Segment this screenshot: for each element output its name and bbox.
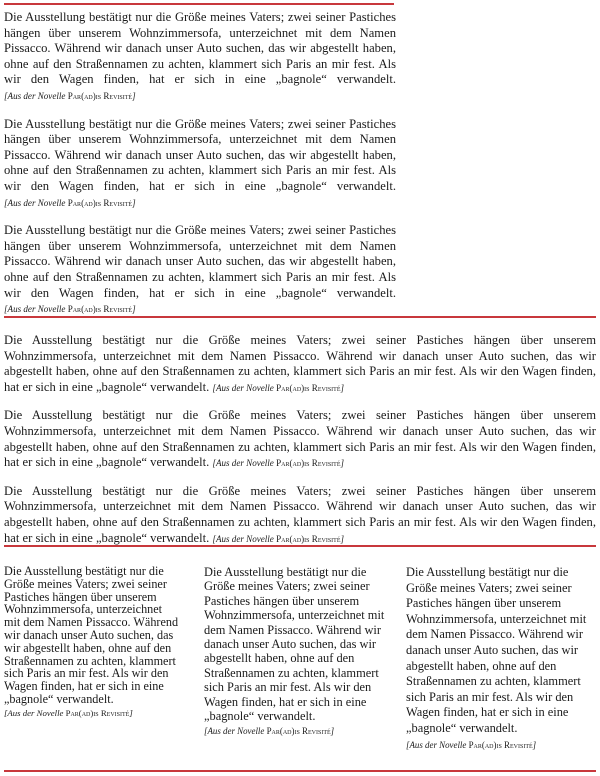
source-note: [Aus der Novelle Par(ad)is Revisité]	[4, 304, 136, 315]
paragraph-text: Die Ausstellung bestätigt nur die Größe meines Vaters; zwei seiner Pastiches hängen über unserem Wohnzimmersofa, unterzeichnet mit dem Namen Pissacco. Während wir danach unser Auto suchen, das wir abgestellt haben, ohne auf den Straßennamen zu achten, klammert sich Paris an mir fest. Als wir den Wagen finden, hat er sich in eine „bagnole“ verwandelt.	[4, 564, 179, 706]
paragraph	[4, 333, 596, 396]
source-note: [Aus der Novelle Par(ad)is Revisité]	[4, 707, 133, 718]
source-title: Par(ad)is Revisité	[468, 739, 533, 750]
column-tight-leading	[4, 565, 180, 720]
paragraph-text: Die Ausstellung bestätigt nur die Größe meines Vaters; zwei seiner Pastiches hängen über unserem Wohnzimmersofa, unterzeichnet mit dem Namen Pissacco. Während wir danach unser Auto suchen, das wir abgestellt haben, ohne auf den Straßennamen zu achten, klammert sich Paris an mir fest. Als wir den Wagen finden, hat er sich in eine „bagnole“ verwandelt.	[4, 483, 596, 545]
source-title: Par(ad)is Revisité	[67, 90, 133, 101]
narrow-column-section	[4, 10, 396, 330]
section-divider-bottom	[4, 770, 596, 772]
paragraph-text: Die Ausstellung bestätigt nur die Größe meines Vaters; zwei seiner Pastiches hängen über unserem Wohnzimmersofa, unterzeichnet mit dem Namen Pissacco. Während wir danach unser Auto suchen, das wir abgestellt haben, ohne auf den Straßennamen zu achten, klammert sich Paris an mir fest. Als wir den Wagen finden, hat er sich in eine „bagnole“ verwandelt.	[204, 565, 385, 724]
source-note: [Aus der Novelle Par(ad)is Revisité]	[4, 197, 136, 208]
source-title: Par(ad)is Revisité	[276, 533, 341, 544]
paragraph-text: Die Ausstellung bestätigt nur die Größe meines Vaters; zwei seiner Pastiches hängen über unserem Wohnzimmersofa, unterzeichnet mit dem Namen Pissacco. Während wir danach unser Auto suchen, das wir abgestellt haben, ohne auf den Straßennamen zu achten, klammert sich Paris an mir fest. Als wir den Wagen finden, hat er sich in eine „bagnole“ verwandelt.	[4, 10, 396, 87]
source-title: Par(ad)is Revisité	[276, 458, 341, 469]
source-note: [Aus der Novelle Par(ad)is Revisité]	[212, 533, 345, 544]
source-note: [Aus der Novelle Par(ad)is Revisité]	[212, 458, 345, 469]
paragraph-text: Die Ausstellung bestätigt nur die Größe meines Vaters; zwei seiner Pastiches hängen über unserem Wohnzimmersofa, unterzeichnet mit dem Namen Pissacco. Während wir danach unser Auto suchen, das wir abgestellt haben, ohne auf den Straßennamen zu achten, klammert sich Paris an mir fest. Als wir den Wagen finden, hat er sich in eine „bagnole“ verwandelt.	[4, 408, 596, 470]
source-note: [Aus der Novelle Par(ad)is Revisité]	[204, 726, 335, 737]
source-note: [Aus der Novelle Par(ad)is Revisité]	[4, 90, 136, 101]
paragraph	[4, 484, 596, 547]
paragraph-text: Die Ausstellung bestätigt nur die Größe meines Vaters; zwei seiner Pastiches hängen über unserem Wohnzimmersofa, unterzeichnet mit dem Namen Pissacco. Während wir danach unser Auto suchen, das wir abgestellt haben, ohne auf den Straßennamen zu achten, klammert sich Paris an mir fest. Als wir den Wagen finden, hat er sich in eine „bagnole“ verwandelt.	[4, 333, 596, 394]
source-title: Par(ad)is Revisité	[266, 726, 331, 737]
paragraph	[204, 565, 390, 739]
paragraph-text: Die Ausstellung bestätigt nur die Größe meines Vaters; zwei seiner Pastiches hängen über unserem Wohnzimmersofa, unterzeichnet mit dem Namen Pissacco. Während wir danach unser Auto suchen, das wir abgestellt haben, ohne auf den Straßennamen zu achten, klammert sich Paris an mir fest. Als wir den Wagen finden, hat er sich in eine „bagnole“ verwandelt.	[4, 116, 396, 193]
paragraph	[406, 565, 594, 753]
paragraph	[4, 408, 596, 471]
section-divider-top	[4, 3, 394, 5]
column-loose-leading	[406, 565, 594, 753]
paragraph-text: Die Ausstellung bestätigt nur die Größe meines Vaters; zwei seiner Pastiches hängen über unserem Wohnzimmersofa, unterzeichnet mit dem Namen Pissacco. Während wir danach unser Auto suchen, das wir abgestellt haben, ohne auf den Straßennamen zu achten, klammert sich Paris an mir fest. Als wir den Wagen finden, hat er sich in eine „bagnole“ verwandelt.	[4, 223, 396, 300]
source-note: [Aus der Novelle Par(ad)is Revisité]	[212, 382, 345, 393]
paragraph	[4, 10, 396, 105]
source-title: Par(ad)is Revisité	[67, 304, 133, 315]
source-title: Par(ad)is Revisité	[276, 382, 341, 393]
source-title: Par(ad)is Revisité	[67, 197, 133, 208]
source-note: [Aus der Novelle Par(ad)is Revisité]	[406, 739, 537, 750]
paragraph-text: Die Ausstellung bestätigt nur die Größe meines Vaters; zwei seiner Pastiches hängen über unserem Wohnzimmersofa, unterzeichnet mit dem Namen Pissacco. Während wir danach unser Auto suchen, das wir abgestellt haben, ohne auf den Straßennamen zu achten, klammert sich Paris an mir fest. Als wir den Wagen finden, hat er sich in eine „bagnole“ verwandelt.	[406, 565, 587, 735]
paragraph	[4, 565, 180, 720]
source-title: Par(ad)is Revisité	[65, 707, 130, 718]
full-width-section	[4, 333, 596, 559]
paragraph	[4, 223, 396, 318]
paragraph	[4, 117, 396, 212]
column-medium-leading	[204, 565, 390, 739]
